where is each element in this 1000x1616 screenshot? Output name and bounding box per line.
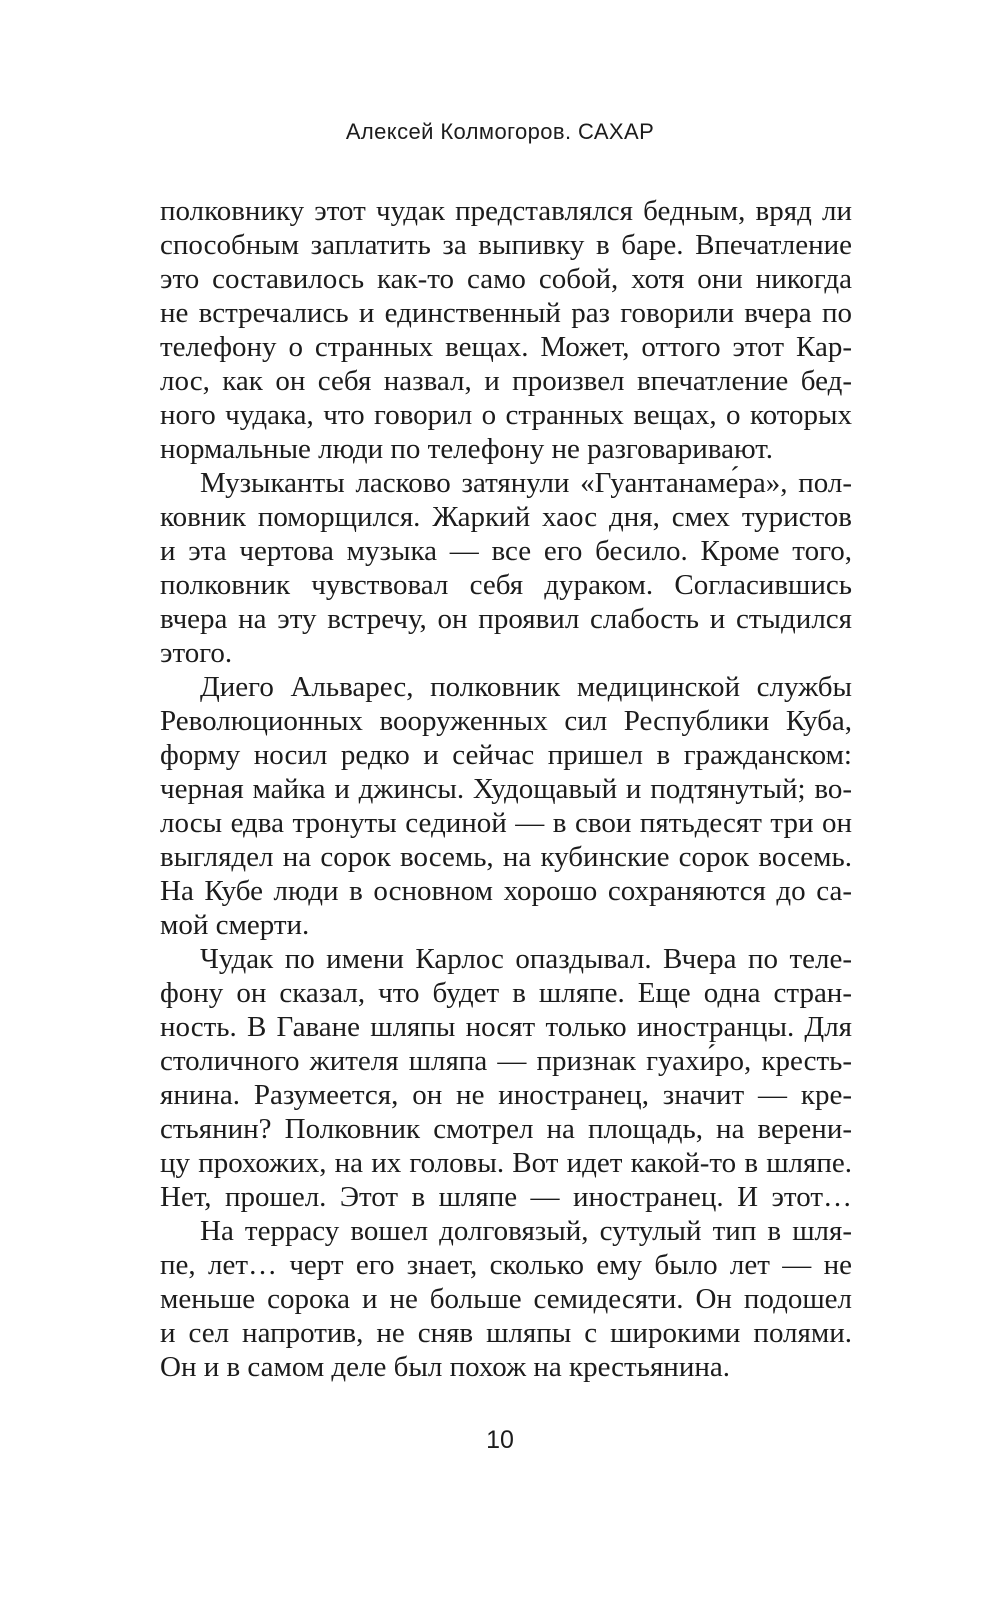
page-body bbox=[160, 194, 852, 1384]
text-line: фону он сказал, что будет в шляпе. Еще одна стран- bbox=[160, 977, 852, 1009]
text-line: пе, лет… черт его знает, сколько ему было лет — не bbox=[160, 1249, 852, 1281]
text-line: янина. Разумеется, он не иностранец, значит — кре- bbox=[160, 1079, 852, 1111]
text-line: ковник поморщился. Жаркий хаос дня, смех туристов bbox=[160, 501, 852, 533]
text-line: стьянин? Полковник смотрел на площадь, на верени- bbox=[160, 1113, 852, 1145]
text-line: мой смерти. bbox=[160, 909, 310, 941]
paragraph bbox=[160, 942, 852, 1214]
text-line: этого. bbox=[160, 637, 233, 669]
text-line: полковнику этот чудак представлялся бедным, вряд ли bbox=[160, 195, 852, 227]
text-line: телефону о странных вещах. Может, оттого этот Кар- bbox=[160, 331, 852, 363]
text-line: Нет, прошел. Этот в шляпе — иностранец. И этот… bbox=[160, 1181, 852, 1213]
text-line: и эта чертова музыка — все его бесило. Кроме того, bbox=[160, 535, 852, 567]
text-line: не встречались и единственный раз говорили вчера по bbox=[160, 297, 852, 329]
text-line: ность. В Гаване шляпы носят только иностранцы. Для bbox=[160, 1011, 852, 1043]
paragraph bbox=[160, 466, 852, 670]
text-line: Революционных вооруженных сил Республики Куба, bbox=[160, 705, 852, 737]
text-line: Чудак по имени Карлос опаздывал. Вчера по теле- bbox=[200, 943, 852, 975]
text-line: Музыканты ласково затянули «Гуантанаме́ра», пол- bbox=[200, 467, 852, 499]
text-line: полковник чувствовал себя дураком. Согласившись bbox=[160, 569, 852, 601]
text-line: лос, как он себя назвал, и произвел впечатление бед- bbox=[160, 365, 852, 397]
text-line: это составилось как-то само собой, хотя они никогда bbox=[160, 263, 852, 295]
text-line: лосы едва тронуты сединой — в свои пятьдесят три он bbox=[160, 807, 852, 839]
text-line: Диего Альварес, полковник медицинской службы bbox=[200, 671, 852, 703]
text-line: Он и в самом деле был похож на крестьянина. bbox=[160, 1351, 730, 1383]
text-line: черная майка и джинсы. Худощавый и подтянутый; во- bbox=[160, 773, 852, 805]
paragraph bbox=[160, 670, 852, 942]
text-line: ного чудака, что говорил о странных вещах, о которых bbox=[160, 399, 852, 431]
text-line: форму носил редко и сейчас пришел в гражданском: bbox=[160, 739, 852, 771]
text-line: и сел напротив, не сняв шляпы с широкими полями. bbox=[160, 1317, 852, 1349]
text-line: На Кубе люди в основном хорошо сохраняются до са- bbox=[160, 875, 852, 907]
text-line: меньше сорока и не больше семидесяти. Он подошел bbox=[160, 1283, 852, 1315]
paragraph bbox=[160, 194, 852, 466]
text-line: нормальные люди по телефону не разговаривают. bbox=[160, 433, 773, 465]
text-line: столичного жителя шляпа — признак гуахи́ро, кресть- bbox=[160, 1045, 852, 1077]
text-line: выглядел на сорок восемь, на кубинские сорок восемь. bbox=[160, 841, 852, 873]
text-line: способным заплатить за выпивку в баре. Впечатление bbox=[160, 229, 852, 261]
text-line: вчера на эту встречу, он проявил слабость и стыдился bbox=[160, 603, 852, 635]
page-number: 10 bbox=[486, 1426, 514, 1454]
text-line: цу прохожих, на их головы. Вот идет какой-то в шляпе. bbox=[160, 1147, 852, 1179]
running-header: Алексей Колмогоров. САХАР bbox=[345, 119, 655, 144]
paragraph bbox=[160, 1214, 852, 1384]
text-line: На террасу вошел долговязый, сутулый тип в шля- bbox=[200, 1215, 852, 1247]
